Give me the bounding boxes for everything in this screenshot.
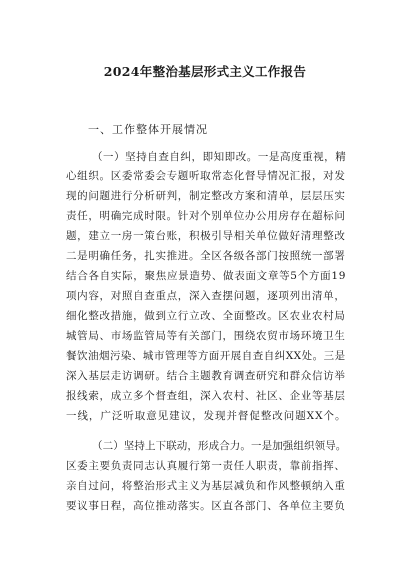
body-line: （一）坚持自查自纠，即知即改。一是高度重视，精 <box>92 151 347 163</box>
body-line: 亲自过问，将整治形式主义为基层减负和作风整顿纳入重 <box>66 480 346 492</box>
body-line: 要议事日程，高位推动落实。区直各部门、各单位主要负 <box>66 500 346 512</box>
body-line: 题，建立一房一策台账，积极引导相关单位做好清理整改 <box>66 230 346 242</box>
body-line: 责任，明确完成时限。针对个别单位办公用房存在超标问 <box>66 210 346 222</box>
body-line: 二是明确任务，扎实推进。全区各级各部门按照统一部署 <box>66 250 346 262</box>
body-line: 一线，广泛听取意见建议，发现并督促整改问题XX个。 <box>66 410 347 422</box>
body-line: 深入基层走访调研。结合主题教育调查研究和群众信访举 <box>66 370 346 382</box>
body-line: 报线索，成立多个督查组，深入农村、社区、企业等基层 <box>66 390 346 402</box>
body-line: 现的问题进行分析研判，制定整改方案和清单，层层压实 <box>66 190 346 202</box>
body-line: 餐饮油烟污染、城市管理等方面开展自查自纠XX处。三是 <box>66 350 346 362</box>
body-line: 结合各自实际，聚焦应景造势、做表面文章等5个方面19 <box>66 270 347 282</box>
section-heading: 一、工作整体开展情况 <box>88 123 208 136</box>
body-line: 项内容，对照自查重点，深入查摆问题，逐项列出清单， <box>66 290 346 302</box>
document-title: 2024年整治基层形式主义工作报告 <box>103 64 307 79</box>
body-line: 心组织。区委常委会专题听取常态化督导情况汇报，对发 <box>66 170 346 182</box>
body-line: 城管局、市场监管局等有关部门，围绕农贸市场环境卫生 <box>66 330 346 342</box>
body-line: （二）坚持上下联动，形成合力。一是加强组织领导。 <box>92 440 347 452</box>
body-line: 区委主要负责同志认真履行第一责任人职责，靠前指挥、 <box>66 460 346 472</box>
body-line: 细化整改措施，做到立行立改、全面整改。区农业农村局 <box>66 310 346 322</box>
